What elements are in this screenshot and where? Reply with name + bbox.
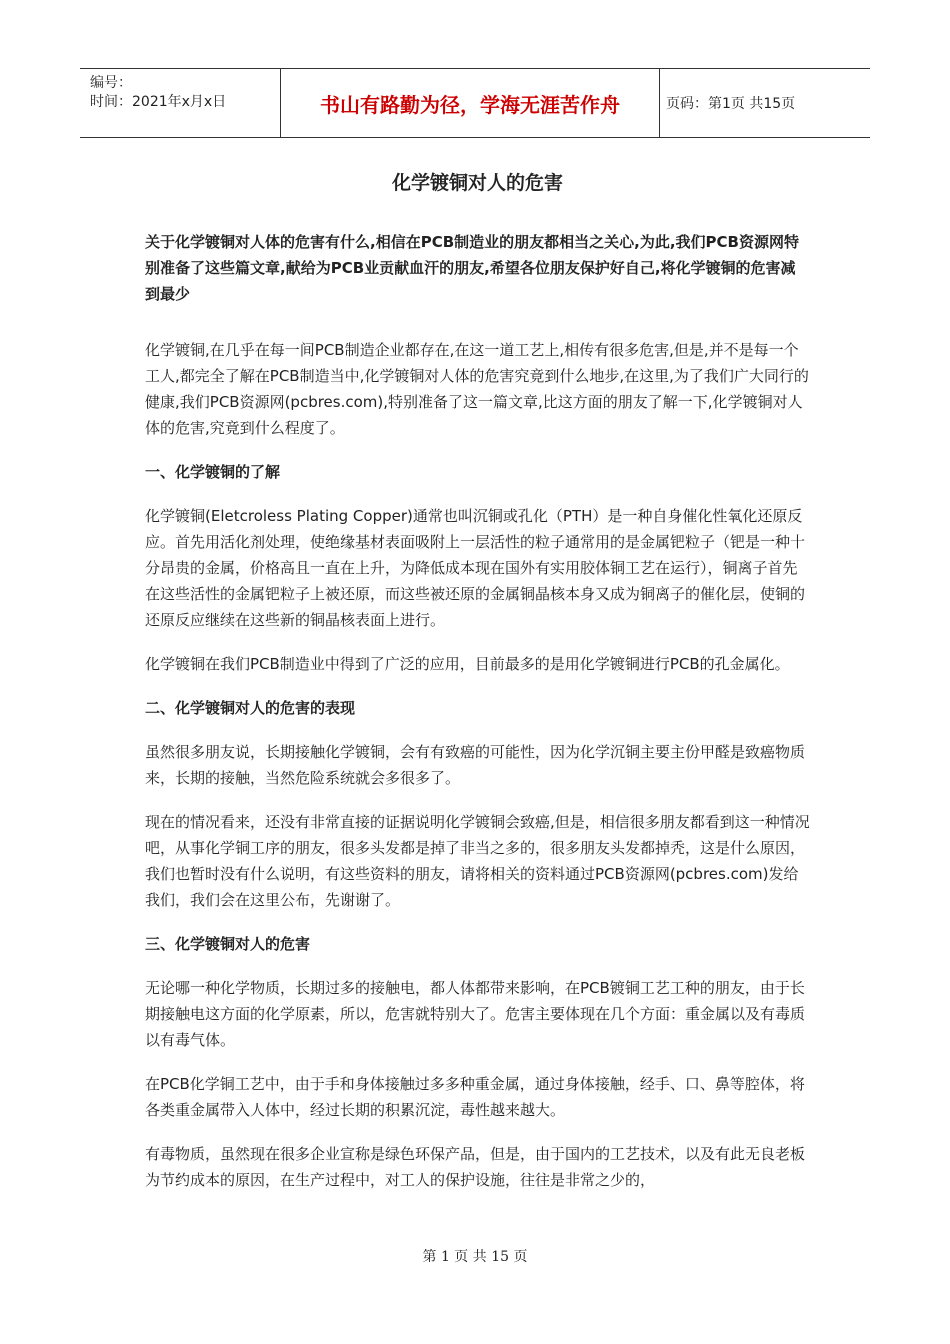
document-title: 化学镀铜对人的危害 bbox=[391, 172, 563, 194]
section-heading-1: 一、化学镀铜的了解 bbox=[145, 463, 281, 481]
paragraph-6: 无论哪一种化学物质，长期过多的接触电，都人体都带来影响，在PCB镀铜工艺工种的朋友，由于长期接触电这方面的化学原素，所以，危害就特别大了。危害主要体现在几个方面：重金属以及有毒质以有毒气体。 bbox=[145, 979, 806, 1049]
page-header bbox=[80, 68, 870, 138]
paragraph-5: 现在的情况看来，还没有非常直接的证据说明化学镀铜会致癌,但是，相信很多朋友都看到这一种情况吧，从事化学铜工序的朋友，很多头发都是掉了非当之多的，很多朋友头发都掉秃，这是什么原因，我们也暂时没有什么说明，有这些资料的朋友，请将相关的资料通过PCB资源网(pcbres.com)发给我们，我们会在这里公布，先谢谢了。 bbox=[145, 813, 810, 909]
header-page-code: 页码：第1页 共15页 bbox=[666, 96, 796, 112]
document-time-label: 时间：2021年x月x日 bbox=[90, 94, 227, 110]
paragraph-7: 在PCB化学铜工艺中，由于手和身体接触过多多种重金属，通过身体接触，经手、口、鼻等腔体，将各类重金属带入人体中，经过长期的积累沉淀，毒性越来越大。 bbox=[145, 1075, 805, 1119]
section-heading-3: 三、化学镀铜对人的危害 bbox=[145, 935, 311, 953]
document-body bbox=[145, 170, 810, 1211]
paragraph-3: 化学镀铜在我们PCB制造业中得到了广泛的应用，目前最多的是用化学镀铜进行PCB的孔金属化。 bbox=[145, 655, 790, 673]
page-footer: 第 1 页 共 15 页 bbox=[422, 1249, 528, 1265]
paragraph-8: 有毒物质，虽然现在很多企业宣称是绿色环保产品，但是，由于国内的工艺技术，以及有此无良老板为节约成本的原因，在生产过程中，对工人的保护设施，往往是非常之少的， bbox=[145, 1145, 806, 1189]
intro-paragraph: 关于化学镀铜对人体的危害有什么,相信在PCB制造业的朋友都相当之关心,为此,我们PCB资源网特别准备了这些篇文章,献给为PCB业贡献血汗的朋友,希望各位朋友保护好自己,将化学镀铜的危害减到最少 bbox=[145, 233, 799, 303]
header-motto: 书山有路勤为径，学海无涯苦作舟 bbox=[280, 69, 660, 137]
document-number-label: 编号： bbox=[90, 75, 132, 91]
header-meta bbox=[80, 69, 280, 137]
paragraph-2: 化学镀铜(Eletcroless Plating Copper)通常也叫沉铜或孔化（PTH）是一种自身催化性氧化还原反应。首先用活化剂处理，使绝缘基材表面吸附上一层活性的粒子通常用的是金属钯粒子（钯是一种十分昂贵的金属，价格高且一直在上升，为降低成本现在国外有实用胶体铜工艺在运行），铜离子首先在这些活性的金属钯粒子上被还原，而这些被还原的金属铜晶核本身又成为铜离子的催化层，使铜的还原反应继续在这些新的铜晶核表面上进行。 bbox=[145, 507, 806, 629]
paragraph-1: 化学镀铜,在几乎在每一间PCB制造企业都存在,在这一道工艺上,相传有很多危害,但是,并不是每一个工人,都完全了解在PCB制造当中,化学镀铜对人体的危害究竟到什么地步,在这里,为了我们广大同行的健康,我们PCB资源网(pcbres.com),特别准备了这一篇文章,比这方面的朋友了解一下,化学镀铜对人体的危害,究竟到什么程度了。 bbox=[145, 341, 809, 437]
paragraph-4: 虽然很多朋友说，长期接触化学镀铜，会有有致癌的可能性，因为化学沉铜主要主份甲醛是致癌物质来，长期的接触，当然危险系统就会多很多了。 bbox=[145, 743, 806, 787]
section-heading-2: 二、化学镀铜对人的危害的表现 bbox=[145, 699, 356, 717]
